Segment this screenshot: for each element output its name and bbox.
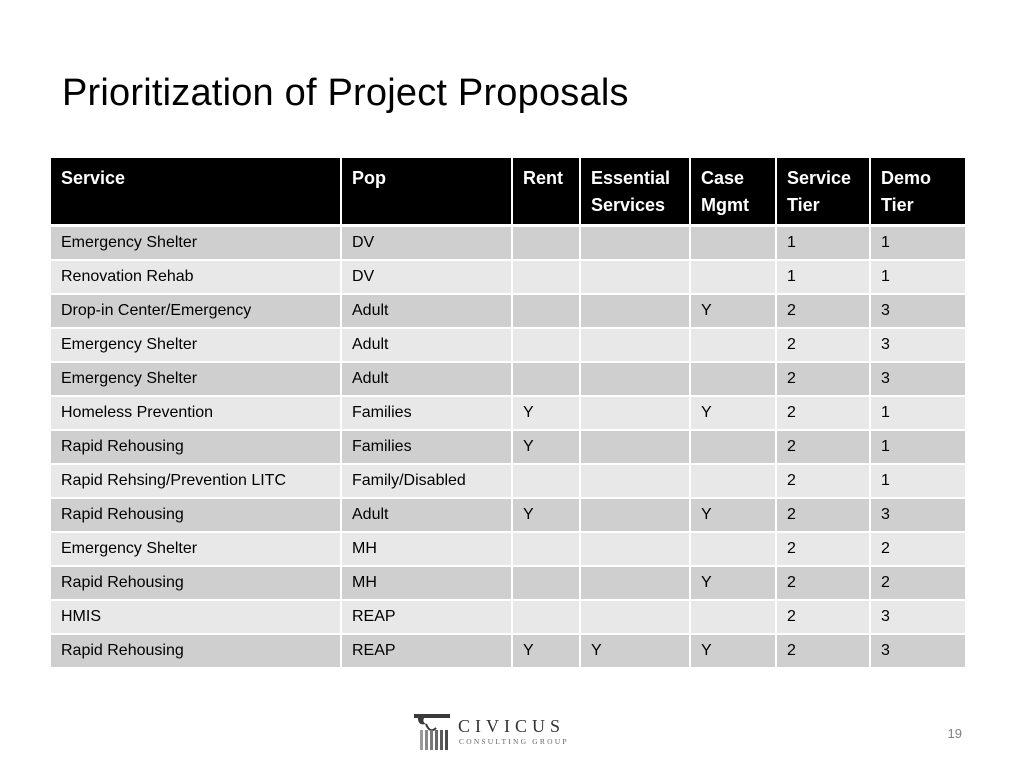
table-cell: Rapid Rehousing	[51, 498, 341, 532]
table-cell: Y	[690, 566, 776, 600]
table-cell	[512, 328, 580, 362]
table-cell	[580, 498, 690, 532]
column-pillar-icon	[412, 712, 452, 752]
table-cell	[512, 362, 580, 396]
table-cell	[512, 294, 580, 328]
table-cell: 3	[870, 294, 965, 328]
table-row	[51, 532, 965, 566]
table-cell: Y	[690, 498, 776, 532]
table-cell: Family/Disabled	[341, 464, 512, 498]
table-cell	[512, 566, 580, 600]
table-cell	[580, 260, 690, 294]
table-cell: Y	[580, 634, 690, 668]
table-cell: Adult	[341, 294, 512, 328]
table-cell: Y	[512, 430, 580, 464]
table-cell: 2	[776, 294, 870, 328]
table-cell	[690, 362, 776, 396]
column-header: Essential Services	[580, 158, 690, 226]
table-cell: Y	[512, 498, 580, 532]
column-header: Case Mgmt	[690, 158, 776, 226]
table-cell: Drop-in Center/Emergency	[51, 294, 341, 328]
table-cell: Adult	[341, 328, 512, 362]
table-row	[51, 600, 965, 634]
table-cell: 2	[776, 532, 870, 566]
table-cell: 2	[776, 498, 870, 532]
table-cell: Emergency Shelter	[51, 328, 341, 362]
table-cell: Homeless Prevention	[51, 396, 341, 430]
table-cell: 2	[776, 634, 870, 668]
table-cell	[690, 600, 776, 634]
column-header: Service	[51, 158, 341, 226]
table-cell	[690, 430, 776, 464]
table-cell: Y	[690, 396, 776, 430]
table-cell	[690, 226, 776, 260]
table-cell: 1	[870, 226, 965, 260]
table-cell: Rapid Rehousing	[51, 566, 341, 600]
table-cell	[580, 600, 690, 634]
table-cell: MH	[341, 532, 512, 566]
table-row	[51, 498, 965, 532]
table-row	[51, 634, 965, 668]
table-cell: 3	[870, 634, 965, 668]
table-cell	[580, 328, 690, 362]
table-cell	[690, 260, 776, 294]
table-cell: Emergency Shelter	[51, 226, 341, 260]
logo-tagline: CONSULTING GROUP	[459, 737, 569, 746]
table-cell: Rapid Rehousing	[51, 430, 341, 464]
table-cell	[580, 362, 690, 396]
table-cell: DV	[341, 226, 512, 260]
table-row	[51, 294, 965, 328]
page-number: 19	[947, 726, 962, 741]
table-cell: Y	[690, 294, 776, 328]
table-cell: 3	[870, 498, 965, 532]
slide-title: Prioritization of Project Proposals	[62, 72, 629, 114]
table-cell: DV	[341, 260, 512, 294]
table-cell	[512, 464, 580, 498]
table-cell: 2	[776, 396, 870, 430]
table-cell: Adult	[341, 362, 512, 396]
table-cell: Adult	[341, 498, 512, 532]
table-cell: HMIS	[51, 600, 341, 634]
civicus-logo	[412, 712, 572, 752]
table-row	[51, 566, 965, 600]
table-cell: 2	[870, 532, 965, 566]
table-cell: 3	[870, 362, 965, 396]
table-cell: Families	[341, 396, 512, 430]
table-cell: Y	[690, 634, 776, 668]
table-cell	[580, 430, 690, 464]
table-cell: Y	[512, 634, 580, 668]
table-cell	[580, 464, 690, 498]
table-cell: Families	[341, 430, 512, 464]
table-cell: 2	[776, 566, 870, 600]
table-cell: REAP	[341, 600, 512, 634]
table-cell: Rapid Rehsing/Prevention LITC	[51, 464, 341, 498]
table-cell	[580, 532, 690, 566]
table-cell: 2	[776, 464, 870, 498]
column-header: Demo Tier	[870, 158, 965, 226]
table-cell: 2	[776, 328, 870, 362]
table-cell: Y	[512, 396, 580, 430]
table-cell	[690, 532, 776, 566]
table-cell	[580, 226, 690, 260]
table-cell	[690, 328, 776, 362]
table-row	[51, 328, 965, 362]
table-cell	[580, 294, 690, 328]
table-cell: 3	[870, 600, 965, 634]
table-cell: 1	[776, 260, 870, 294]
table-cell: MH	[341, 566, 512, 600]
table-cell	[580, 396, 690, 430]
table-header-row	[51, 158, 965, 226]
table-cell: Rapid Rehousing	[51, 634, 341, 668]
table-cell	[690, 464, 776, 498]
column-header: Rent	[512, 158, 580, 226]
table-cell: Renovation Rehab	[51, 260, 341, 294]
table-row	[51, 226, 965, 260]
table-cell: 2	[776, 362, 870, 396]
table-cell: 2	[776, 600, 870, 634]
table-cell: 1	[870, 430, 965, 464]
table-row	[51, 362, 965, 396]
logo-name: CIVICUS	[458, 716, 566, 736]
proposals-table	[51, 158, 965, 669]
table-cell	[512, 226, 580, 260]
table-cell	[512, 600, 580, 634]
table-cell: Emergency Shelter	[51, 362, 341, 396]
column-header: Service Tier	[776, 158, 870, 226]
table-cell	[512, 532, 580, 566]
table-cell: REAP	[341, 634, 512, 668]
table-cell: 3	[870, 328, 965, 362]
table-row	[51, 464, 965, 498]
table-cell: Emergency Shelter	[51, 532, 341, 566]
column-header: Pop	[341, 158, 512, 226]
table-cell: 1	[870, 260, 965, 294]
table-row	[51, 396, 965, 430]
table-cell: 1	[776, 226, 870, 260]
table-cell: 1	[870, 396, 965, 430]
table-cell: 2	[776, 430, 870, 464]
table-cell: 1	[870, 464, 965, 498]
table-cell	[512, 260, 580, 294]
table-row	[51, 430, 965, 464]
table-row	[51, 260, 965, 294]
table-cell	[580, 566, 690, 600]
table-cell: 2	[870, 566, 965, 600]
table-body	[51, 226, 965, 668]
